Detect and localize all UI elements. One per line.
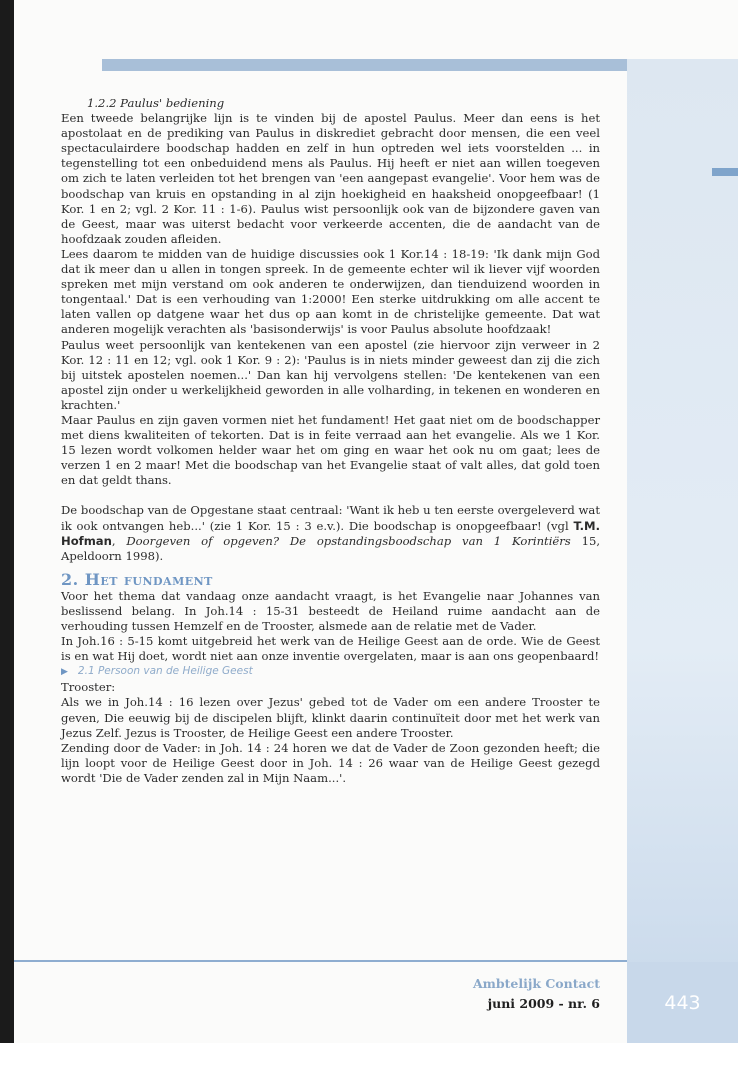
author-name: T.M. Hofman xyxy=(61,518,600,548)
paragraph: Voor het thema dat vandaag onze aandacht vraagt, is het Evangelie naar Johannes van beslissend belang. In Joh.14 : 15-31 besteedt de Heiland ruime aandacht aan de verhouding tussen Hemzelf en de Trooster, alsmede aan de relatie met de Vader. xyxy=(61,588,600,633)
paragraph-text: 15, Apeldoorn 1998). xyxy=(61,533,601,563)
section-heading xyxy=(61,571,600,589)
margin-color-stripe xyxy=(627,59,738,1043)
paragraph-text: De boodschap van de Opgestane staat centraal: 'Want ik heb u ten eerste overgeleverd wat ik ook ontvangen heb...' (zie 1 Kor. 15 : 3 e.v.). Die boodschap is onopgeefbaar! (vgl xyxy=(61,503,600,533)
paragraph: Een tweede belangrijke lijn is te vinden bij de apostel Paulus. Meer dan eens is het apostolaat en de prediking van Paulus in diskrediet gebracht door mensen, die een veel spectaculairdere boodschap hadden en zelf in hun optreden wel iets voorstelden ... in tegenstelling tot een onbeduidend mens als Paulus. Hij heeft er niet aan willen toegeven om zich te laten verleiden tot het brengen van 'een aangepast evangelie'. Voor hem was de boodschap van kruis en opstanding in al zijn hoekigheid en haaksheid onopgeefbaar! (1 Kor. 1 en 2; vgl. 2 Kor. 11 : 1-6). Paulus wist persoonlijk ook van de bijzondere gaven van de Geest, maar was uiterst bedacht voor verkeerde accenten, die de aandacht van de hoofdzaak zouden afleiden. xyxy=(61,111,600,246)
paragraph: Trooster: xyxy=(61,680,116,695)
paragraph: Zending door de Vader: in Joh. 14 : 24 horen we dat de Vader de Zoon gezonden heeft; die lijn loopt voor de Heilige Geest door in Joh. 14 : 26 waar van de Heilige Geest gezegd wordt 'Die de Vader zenden zal in Mijn Naam...'. xyxy=(61,740,600,785)
subsection-heading: 1.2.2 Paulus' bediening xyxy=(87,96,225,110)
subsection2-title: 2.1 Persoon van de Heilige Geest xyxy=(77,665,253,678)
paragraph-reference: De boodschap van de Opgestane staat centraal: 'Want ik heb u ten eerste overgeleverd wat ik ook ontvangen heb...' (zie 1 Kor. 15 : 3 e.v.). Die boodschap is onopgeefbaar! (vgl T.M. Hofman, Doorgeven of opgeven? De opstandingsboodschap van 1 Korintiërs 15, Apeldoorn 1998). xyxy=(61,503,601,563)
book-title: Doorgeven of opgeven? De opstandingsboodschap van 1 Korintiërs xyxy=(126,533,571,548)
journal-name: Ambtelijk Contact xyxy=(472,976,600,991)
bottom-margin xyxy=(0,1043,738,1068)
section-title: Het fundament xyxy=(84,569,213,589)
margin-marker xyxy=(712,168,738,176)
article-body xyxy=(61,96,600,786)
footer-rule xyxy=(14,960,627,962)
page-number: 443 xyxy=(627,962,738,1043)
paragraph: Als we in Joh.14 : 16 lezen over Jezus' gebed tot de Vader om een andere Trooster te geven, Die eeuwig bij de discipelen blijft, klinkt daarin continuïteit door met het werk van Jezus Zelf. Jezus is Trooster, de Heilige Geest een andere Trooster. xyxy=(61,695,600,740)
subsection2-heading xyxy=(61,664,600,680)
paragraph: Lees daarom te midden van de huidige discussies ook 1 Kor.14 : 18-19: 'Ik dank mijn God dat ik meer dan u allen in tongen spreek. In de gemeente echter wil ik liever vijf woorden spreken met mijn verstand om ook anderen te onderwijzen, dan tienduizend woorden in tongentaal.' Dat is een verhouding van 1:2000! Een sterke uitdrukking om alle accent te laten vallen op datgene waar het dus op aan komt in de christelijke gemeente. Dat wat anderen mogelijk verachten als 'basisonderwijs' is voor Paulus absolute hoofdzaak! xyxy=(61,246,600,337)
paragraph: Maar Paulus en zijn gaven vormen niet het fundament! Het gaat niet om de boodschapper met diens kwaliteiten of tekorten. Dat is in feite verraad aan het evangelie. Als we 1 Kor. 15 lezen wordt volkomen helder waar het om ging en waar het ook nu om gaat; lees de verzen 1 en 2 maar! Met die boodschap van het Evangelie staat of valt alles, dat gold toen en dat geldt thans. xyxy=(61,412,600,488)
triangle-bullet-icon: ▶ xyxy=(61,667,68,678)
page-binding-edge xyxy=(0,0,14,1043)
section-number: 2. xyxy=(61,569,79,589)
paragraph-gap xyxy=(61,488,600,503)
issue-info: juni 2009 - nr. 6 xyxy=(487,996,600,1011)
paragraph: Paulus weet persoonlijk van kentekenen van een apostel (zie hiervoor zijn verweer in 2 Kor. 12 : 11 en 12; vgl. ook 1 Kor. 9 : 2): 'Paulus is in niets minder geweest dan zij die zich bij uitstek apostelen noemen...' Dan kan hij vervolgens stellen: 'De kentekenen van een apostel zijn onder u werkelijkheid geworden in alle volharding, in tekenen en wonderen en krachten.' xyxy=(61,337,600,412)
paragraph: In Joh.16 : 5-15 komt uitgebreid het werk van de Heilige Geest aan de orde. Wie de Geest is en wat Hij doet, wordt niet aan onze inventie overgelaten, maar is aan ons geopenbaard! xyxy=(61,634,600,664)
